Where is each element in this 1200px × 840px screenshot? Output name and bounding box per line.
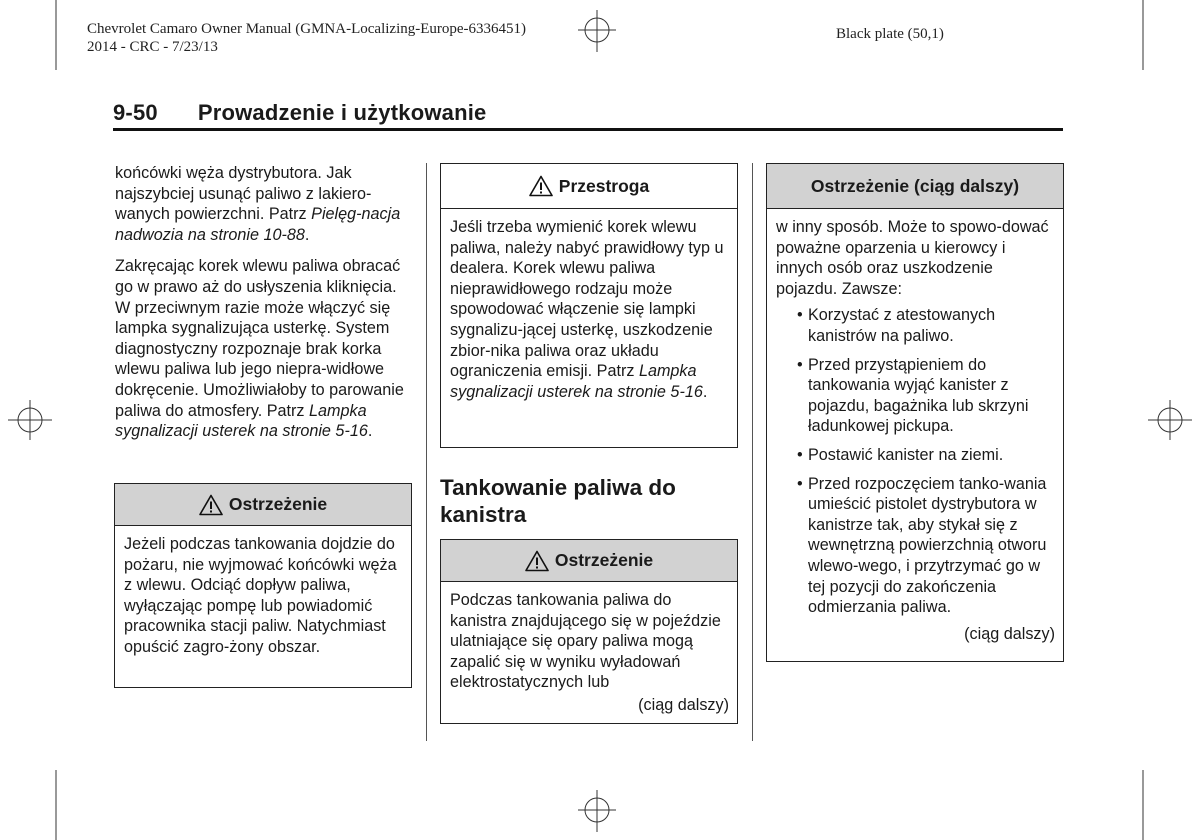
paragraph: końcówki węża dystrybutora. Jak najszybciej usunąć paliwo z lakiero-wanych powierzchni. Patrz Pielęg-nacja nadwozia na stronie 10-88. bbox=[115, 164, 401, 244]
cross-reference: Pielęg-nacja nadwozia na stronie 10-88 bbox=[115, 205, 401, 244]
warning-box bbox=[114, 483, 412, 688]
list-item: • Postawić kanister na ziemi. bbox=[797, 445, 1004, 464]
warning-title: Ostrzeżenie bbox=[228, 494, 328, 514]
section-heading bbox=[113, 100, 486, 126]
warning-triangle-icon bbox=[525, 550, 549, 572]
section-title: Prowadzenie i użytkowanie bbox=[197, 100, 487, 125]
warning-header bbox=[441, 540, 737, 582]
print-meta-line1: Chevrolet Camaro Owner Manual (GMNA-Localizing-Europe-6336451) bbox=[87, 21, 527, 37]
warning-triangle-icon bbox=[199, 494, 223, 516]
heading-rule bbox=[113, 128, 1063, 131]
warning-box bbox=[440, 539, 738, 724]
warning-triangle-icon bbox=[529, 175, 553, 197]
column-divider bbox=[752, 163, 753, 741]
column-divider bbox=[426, 163, 427, 741]
warning-title: Ostrzeżenie bbox=[554, 550, 654, 570]
column-1 bbox=[115, 163, 413, 453]
caution-header bbox=[441, 164, 737, 209]
paragraph: Zakręcając korek wlewu paliwa obracać go w prawo aż do usłyszenia kliknięcia. W przeciwnym razie może włączyć się lampka sygnalizująca usterkę. System diagnostyczny rozpoznaje brak korka wlewu paliwa lub jego niepra-widłowe dokręcenie. Umożliwiałoby to parowanie paliwa do atmosfery. Patrz Lampka sygnalizacji usterek na stronie 5-16. bbox=[115, 257, 404, 441]
warning-header bbox=[115, 484, 411, 526]
continued-label: (ciąg dalszy) bbox=[638, 695, 729, 714]
black-plate-label: Black plate (50,1) bbox=[836, 26, 944, 42]
warning-body: Jeżeli podczas tankowania dojdzie do pożaru, nie wyjmować końcówki węża z wlewu. Odciąć dopływ paliwa, wyłączając pompę lub powiadomić pracownika stacji paliw. Natychmiast opuścić zagro-żony obszar. bbox=[124, 535, 397, 656]
cross-reference: Lampka sygnalizacji usterek na stronie 5-16 bbox=[450, 362, 703, 401]
warning-intro: w inny sposób. Może to spowo-dować poważne oparzenia u kierowcy i innych osób oraz uszkodzenie pojazdu. Zawsze: bbox=[776, 218, 1049, 298]
list-item: • Przed przystąpieniem do tankowania wyjąć kanister z pojazdu, bagażnika lub skrzyni ładunkowej pickupa. bbox=[797, 355, 1029, 436]
warning-header: Ostrzeżenie (ciąg dalszy) bbox=[767, 164, 1063, 209]
caution-box bbox=[440, 163, 738, 448]
subheading: Tankowanie paliwa do kanistra bbox=[440, 475, 676, 527]
warning-continued-box bbox=[766, 163, 1064, 662]
caution-body: Jeśli trzeba wymienić korek wlewu paliwa, należy nabyć prawidłowy typ u dealera. Korek wlewu paliwa nieprawidłowego rodzaju może spowodować włączenie się lampki sygnalizu-jącej usterkę, uszkodzenie zbior-nika paliwa oraz układu ograniczenia emisji. Patrz Lampka sygnalizacji usterek na stronie 5-16. bbox=[450, 218, 724, 401]
print-meta-line2: 2014 - CRC - 7/23/13 bbox=[87, 39, 218, 55]
list-item: • Korzystać z atestowanych kanistrów na paliwo. bbox=[797, 306, 996, 345]
list-item: • Przed rozpoczęciem tanko-wania umieścić pistolet dystrybutora w kanistrze tak, aby stykał się z wewnętrzną powierzchnią otworu wlewo-wego, i przytrzymać go w tej pozycji do zakończenia odmierzania paliwa. bbox=[797, 474, 1047, 617]
bullet-list bbox=[776, 305, 1055, 617]
warning-body: Podczas tankowania paliwa do kanistra znajdującego się w pojeździe ulatniające się opary paliwa mogą zapalić się w wyniku wyładowań elektrostatycznych lub (ciąg dalszy) bbox=[450, 591, 729, 714]
caution-title: Przestroga bbox=[558, 175, 650, 196]
warning-body bbox=[767, 209, 1063, 650]
continued-label: (ciąg dalszy) bbox=[964, 624, 1055, 643]
page-number: 9-50 bbox=[113, 100, 158, 125]
cross-reference: Lampka sygnalizacji usterek na stronie 5-16 bbox=[115, 401, 368, 441]
